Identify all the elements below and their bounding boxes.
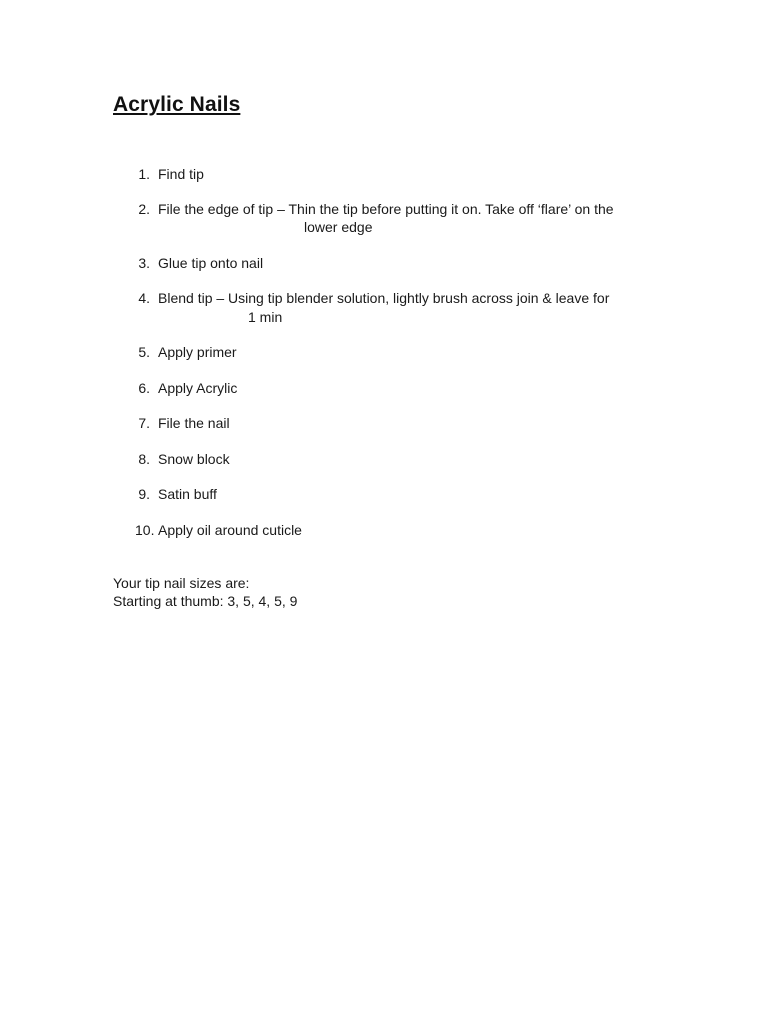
step-text: Glue tip onto nail	[158, 255, 264, 271]
step-continuation: 1 min	[248, 309, 283, 325]
step-number: 2.	[138, 201, 150, 217]
step-number: 6.	[138, 380, 150, 396]
step-text: Find tip	[158, 166, 204, 182]
step-text: Snow block	[158, 451, 230, 467]
step-text: Apply Acrylic	[158, 380, 238, 396]
step-number: 4.	[138, 290, 150, 306]
step-number: 3.	[138, 255, 150, 271]
step-text: Apply oil around cuticle	[158, 522, 302, 538]
step-number: 10.	[135, 522, 155, 538]
step-number: 1.	[138, 166, 150, 182]
step-number: 7.	[138, 415, 150, 431]
step-text: File the edge of tip – Thin the tip before putting it on. Take off ‘flare’ on the	[158, 201, 614, 217]
step-number: 8.	[138, 451, 150, 467]
step-text: File the nail	[158, 415, 230, 431]
tip-sizes-note	[113, 574, 297, 610]
tip-sizes-heading: Your tip nail sizes are:	[113, 575, 250, 591]
step-number: 9.	[138, 486, 150, 502]
step-text: Apply primer	[158, 344, 237, 360]
step-continuation: lower edge	[304, 219, 373, 235]
step-number: 5.	[138, 344, 150, 360]
page-title: Acrylic Nails	[113, 93, 241, 116]
tip-sizes-values: Starting at thumb: 3, 5, 4, 5, 9	[113, 593, 298, 609]
step-text: Satin buff	[158, 486, 217, 502]
step-text: Blend tip – Using tip blender solution, lightly brush across join & leave for	[158, 290, 610, 306]
